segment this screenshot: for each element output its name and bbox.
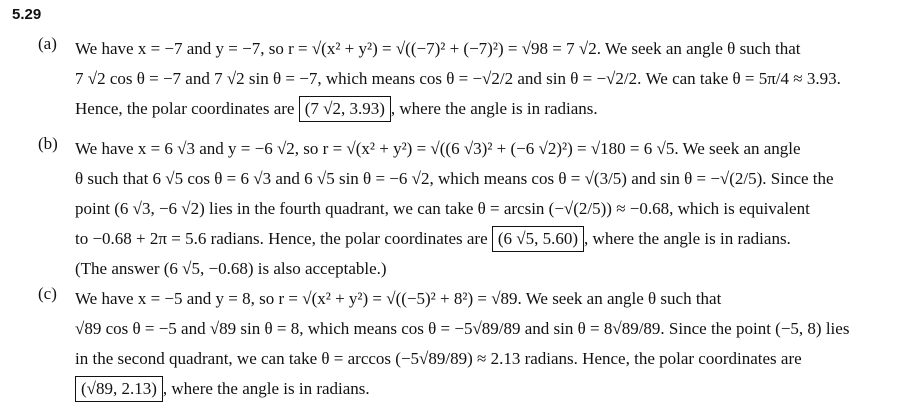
part-body (75, 134, 908, 284)
boxed-answer: (√89, 2.13) (75, 376, 163, 402)
text-line: We have x = −5 and y = 8, so r = √(x² + y²) = √((−5)² + 8²) = √89. We seek an angle θ such that (75, 289, 722, 308)
part-body (75, 284, 908, 404)
answer-prefix: to −0.68 + 2π = 5.6 radians. Hence, the polar coordinates are (75, 229, 492, 248)
text-line: (The answer (6 √5, −0.68) is also acceptable.) (75, 259, 387, 278)
text-line: We have x = −7 and y = −7, so r = √(x² + y²) = √((−7)² + (−7)²) = √98 = 7 √2. We seek an angle θ such that (75, 39, 801, 58)
text-line: 7 √2 cos θ = −7 and 7 √2 sin θ = −7, which means cos θ = −√2/2 and sin θ = −√2/2. We can take θ = 5π/4 ≈ 3.93. (75, 69, 841, 88)
answer-line (75, 374, 908, 404)
answer-line (75, 94, 908, 124)
answer-suffix: , where the angle is in radians. (584, 229, 791, 248)
answer-suffix: , where the angle is in radians. (162, 379, 370, 398)
answer-suffix: , where the angle is in radians. (390, 99, 598, 118)
text-line: √89 cos θ = −5 and √89 sin θ = 8, which means cos θ = −5√89/89 and sin θ = 8√89/89. Since the point (−5, 8) lies (75, 319, 850, 338)
part-b (38, 134, 908, 284)
problem-number: 5.29 (12, 6, 42, 23)
part-body (75, 34, 908, 124)
part-label: (a) (38, 34, 57, 53)
answer-line (75, 224, 908, 254)
text-line: We have x = 6 √3 and y = −6 √2, so r = √(x² + y²) = √((6 √3)² + (−6 √2)²) = √180 = 6 √5. We seek an angle (75, 139, 801, 158)
answer-prefix: Hence, the polar coordinates are (75, 99, 299, 118)
part-label: (c) (38, 284, 57, 303)
boxed-answer: (7 √2, 3.93) (299, 96, 391, 122)
part-a (38, 34, 908, 124)
text-line: point (6 √3, −6 √2) lies in the fourth quadrant, we can take θ = arcsin (−√(2/5)) ≈ −0.68, which is equivalent (75, 199, 810, 218)
part-c (38, 284, 908, 404)
boxed-answer: (6 √5, 5.60) (492, 226, 584, 252)
text-line: θ such that 6 √5 cos θ = 6 √3 and 6 √5 sin θ = −6 √2, which means cos θ = √(3/5) and sin θ = −√(2/5). Since the (75, 169, 834, 188)
part-label: (b) (38, 134, 58, 153)
text-line: in the second quadrant, we can take θ = arccos (−5√89/89) ≈ 2.13 radians. Hence, the polar coordinates are (75, 349, 802, 368)
